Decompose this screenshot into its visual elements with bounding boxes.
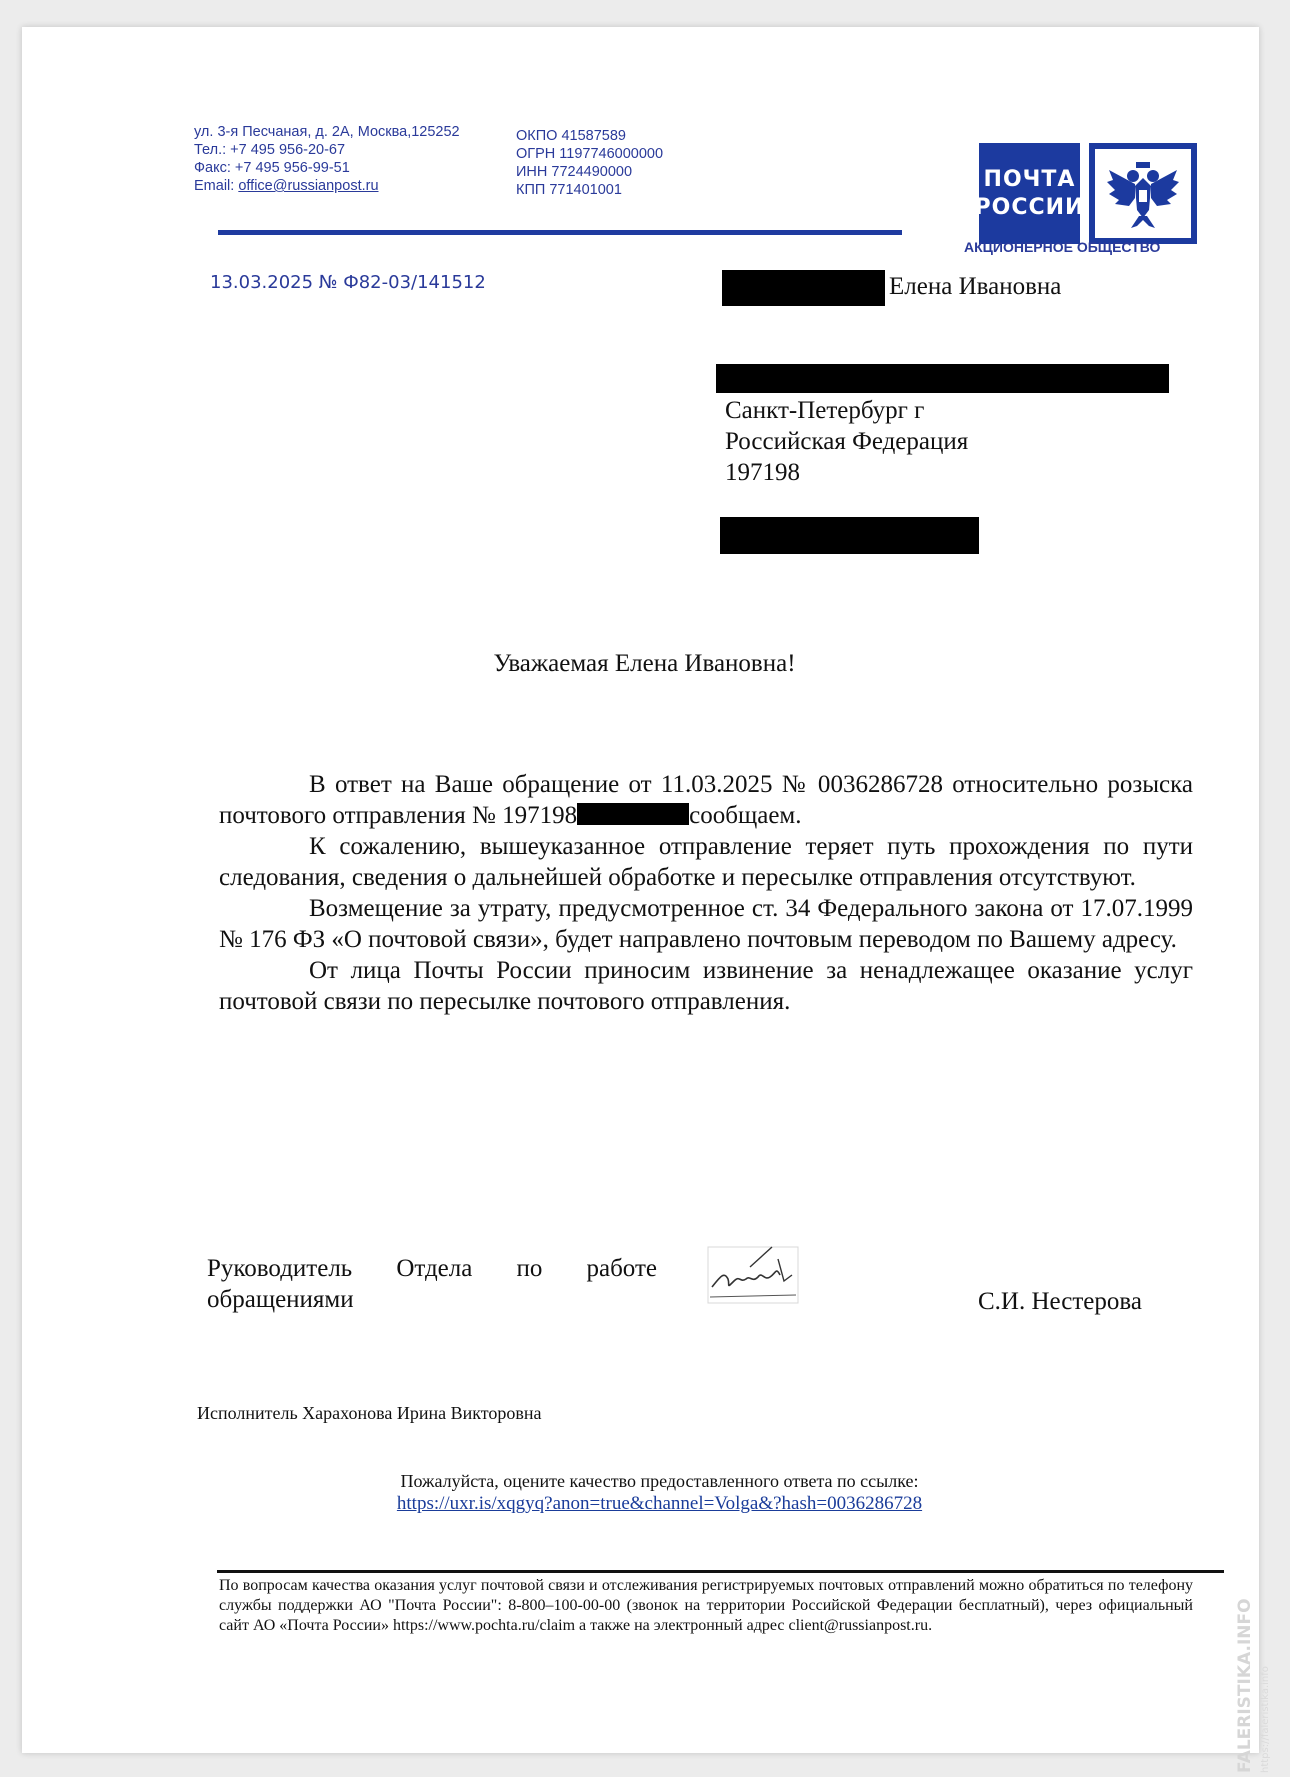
- watermark-main: FALERISTIKA.INFO: [1235, 1598, 1255, 1773]
- redacted-street: [716, 364, 1169, 393]
- address-line: ул. 3-я Песчаная, д. 2А, Москва,125252: [194, 124, 460, 140]
- handwritten-signature: [706, 1237, 802, 1307]
- org-type: АКЦИОНЕРНОЕ ОБЩЕСТВО: [964, 239, 1161, 255]
- paragraph-2: К сожалению, вышеуказанное отправление теряет путь прохождения по пути следования, сведения о дальнейшей обработке и пересылке отправления отсутствуют.: [219, 833, 1193, 891]
- greeting: Уважаемая Елена Ивановна!: [493, 650, 796, 677]
- position-word-1: Руководитель: [207, 1255, 353, 1282]
- fax-line: Факс: +7 495 956-99-51: [194, 160, 350, 176]
- inn: ИНН 7724490000: [516, 164, 633, 180]
- redacted-tracking-suffix: [577, 803, 689, 825]
- position-line-2: обращениями: [207, 1286, 354, 1313]
- paragraph-1-end: сообщаем.: [689, 802, 802, 829]
- letter-body: [219, 769, 1193, 1017]
- signatory-position: [207, 1253, 657, 1315]
- recipient-country: Российская Федерация: [725, 428, 969, 455]
- position-word-2: Отдела: [396, 1255, 473, 1282]
- recipient-city: Санкт-Петербург г: [725, 397, 925, 424]
- watermark: [1228, 1577, 1288, 1777]
- position-word-3: по: [516, 1255, 543, 1282]
- eagle-emblem: [1089, 143, 1197, 244]
- footer-divider: [217, 1570, 1224, 1573]
- phone-line: Тел.: +7 495 956-20-67: [194, 142, 346, 158]
- letter-page: [22, 27, 1271, 1773]
- footer-note: По вопросам качества оказания услуг почтовой связи и отслеживания регистрируемых почтовых отправлений можно обратиться по телефону службы поддержки АО "Почта России": 8-800–100-00-00 (звонок на территории Российской Федерации бесплатный), через официальный сайт АО «Почта России» https://www.pochta.ru/claim а также на электронный адрес client@russianpost.ru.: [219, 1577, 1193, 1634]
- recipient-postcode: 197198: [725, 459, 800, 486]
- eagle-icon: [1103, 156, 1183, 232]
- redacted-line: [720, 517, 979, 554]
- paragraph-1: [219, 769, 1193, 831]
- recipient-name: Елена Ивановна: [889, 273, 1062, 300]
- recipient-address: [725, 395, 968, 488]
- rating-prompt: Пожалуйста, оцените качество предоставленного ответа по ссылке:: [400, 1471, 919, 1491]
- watermark-sub: https://faleristika.info: [1260, 1666, 1271, 1773]
- redacted-surname: [722, 270, 885, 306]
- registry-codes: [516, 127, 663, 199]
- header-divider: [218, 230, 902, 235]
- paragraph-3: Возмещение за утрату, предусмотренное ст. 34 Федерального закона от 17.07.1999 № 176 ФЗ «О почтовой связи», будет направлено почтовым переводом по Вашему адресу.: [219, 895, 1193, 953]
- signatory-name: С.И. Нестерова: [978, 1288, 1142, 1315]
- email-prefix: Email:: [194, 178, 239, 194]
- paragraph-4: От лица Почты России приносим извинение за ненадлежащее оказание услуг почтовой связи по пересылке почтового отправления.: [219, 957, 1193, 1015]
- position-word-4: работе: [586, 1255, 657, 1282]
- ogrn: ОГРН 1197746000000: [516, 146, 664, 162]
- email-link[interactable]: office@russianpost.ru: [238, 178, 379, 194]
- rating-link-row: [22, 1493, 1259, 1515]
- rating-link[interactable]: https://uxr.is/xqgyq?anon=true&channel=Volga&?hash=0036286728: [396, 1493, 923, 1514]
- contact-block: [194, 123, 460, 195]
- paragraph-1-text: В ответ на Ваше обращение от 11.03.2025 № 0036286728 относительно розыска почтового отправления № 197198: [219, 771, 1193, 829]
- okpo: ОКПО 41587589: [516, 128, 626, 144]
- pochta-logo: [974, 143, 1085, 244]
- logo-line1: ПОЧТА: [983, 166, 1076, 192]
- outgoing-reg-number: 13.03.2025 № Ф82-03/141512: [210, 272, 486, 293]
- kpp: КПП 771401001: [516, 182, 622, 198]
- logo-line2: РОССИИ: [974, 194, 1085, 220]
- email-line: [194, 177, 460, 195]
- executor-line: Исполнитель Харахонова Ирина Викторовна: [197, 1403, 542, 1423]
